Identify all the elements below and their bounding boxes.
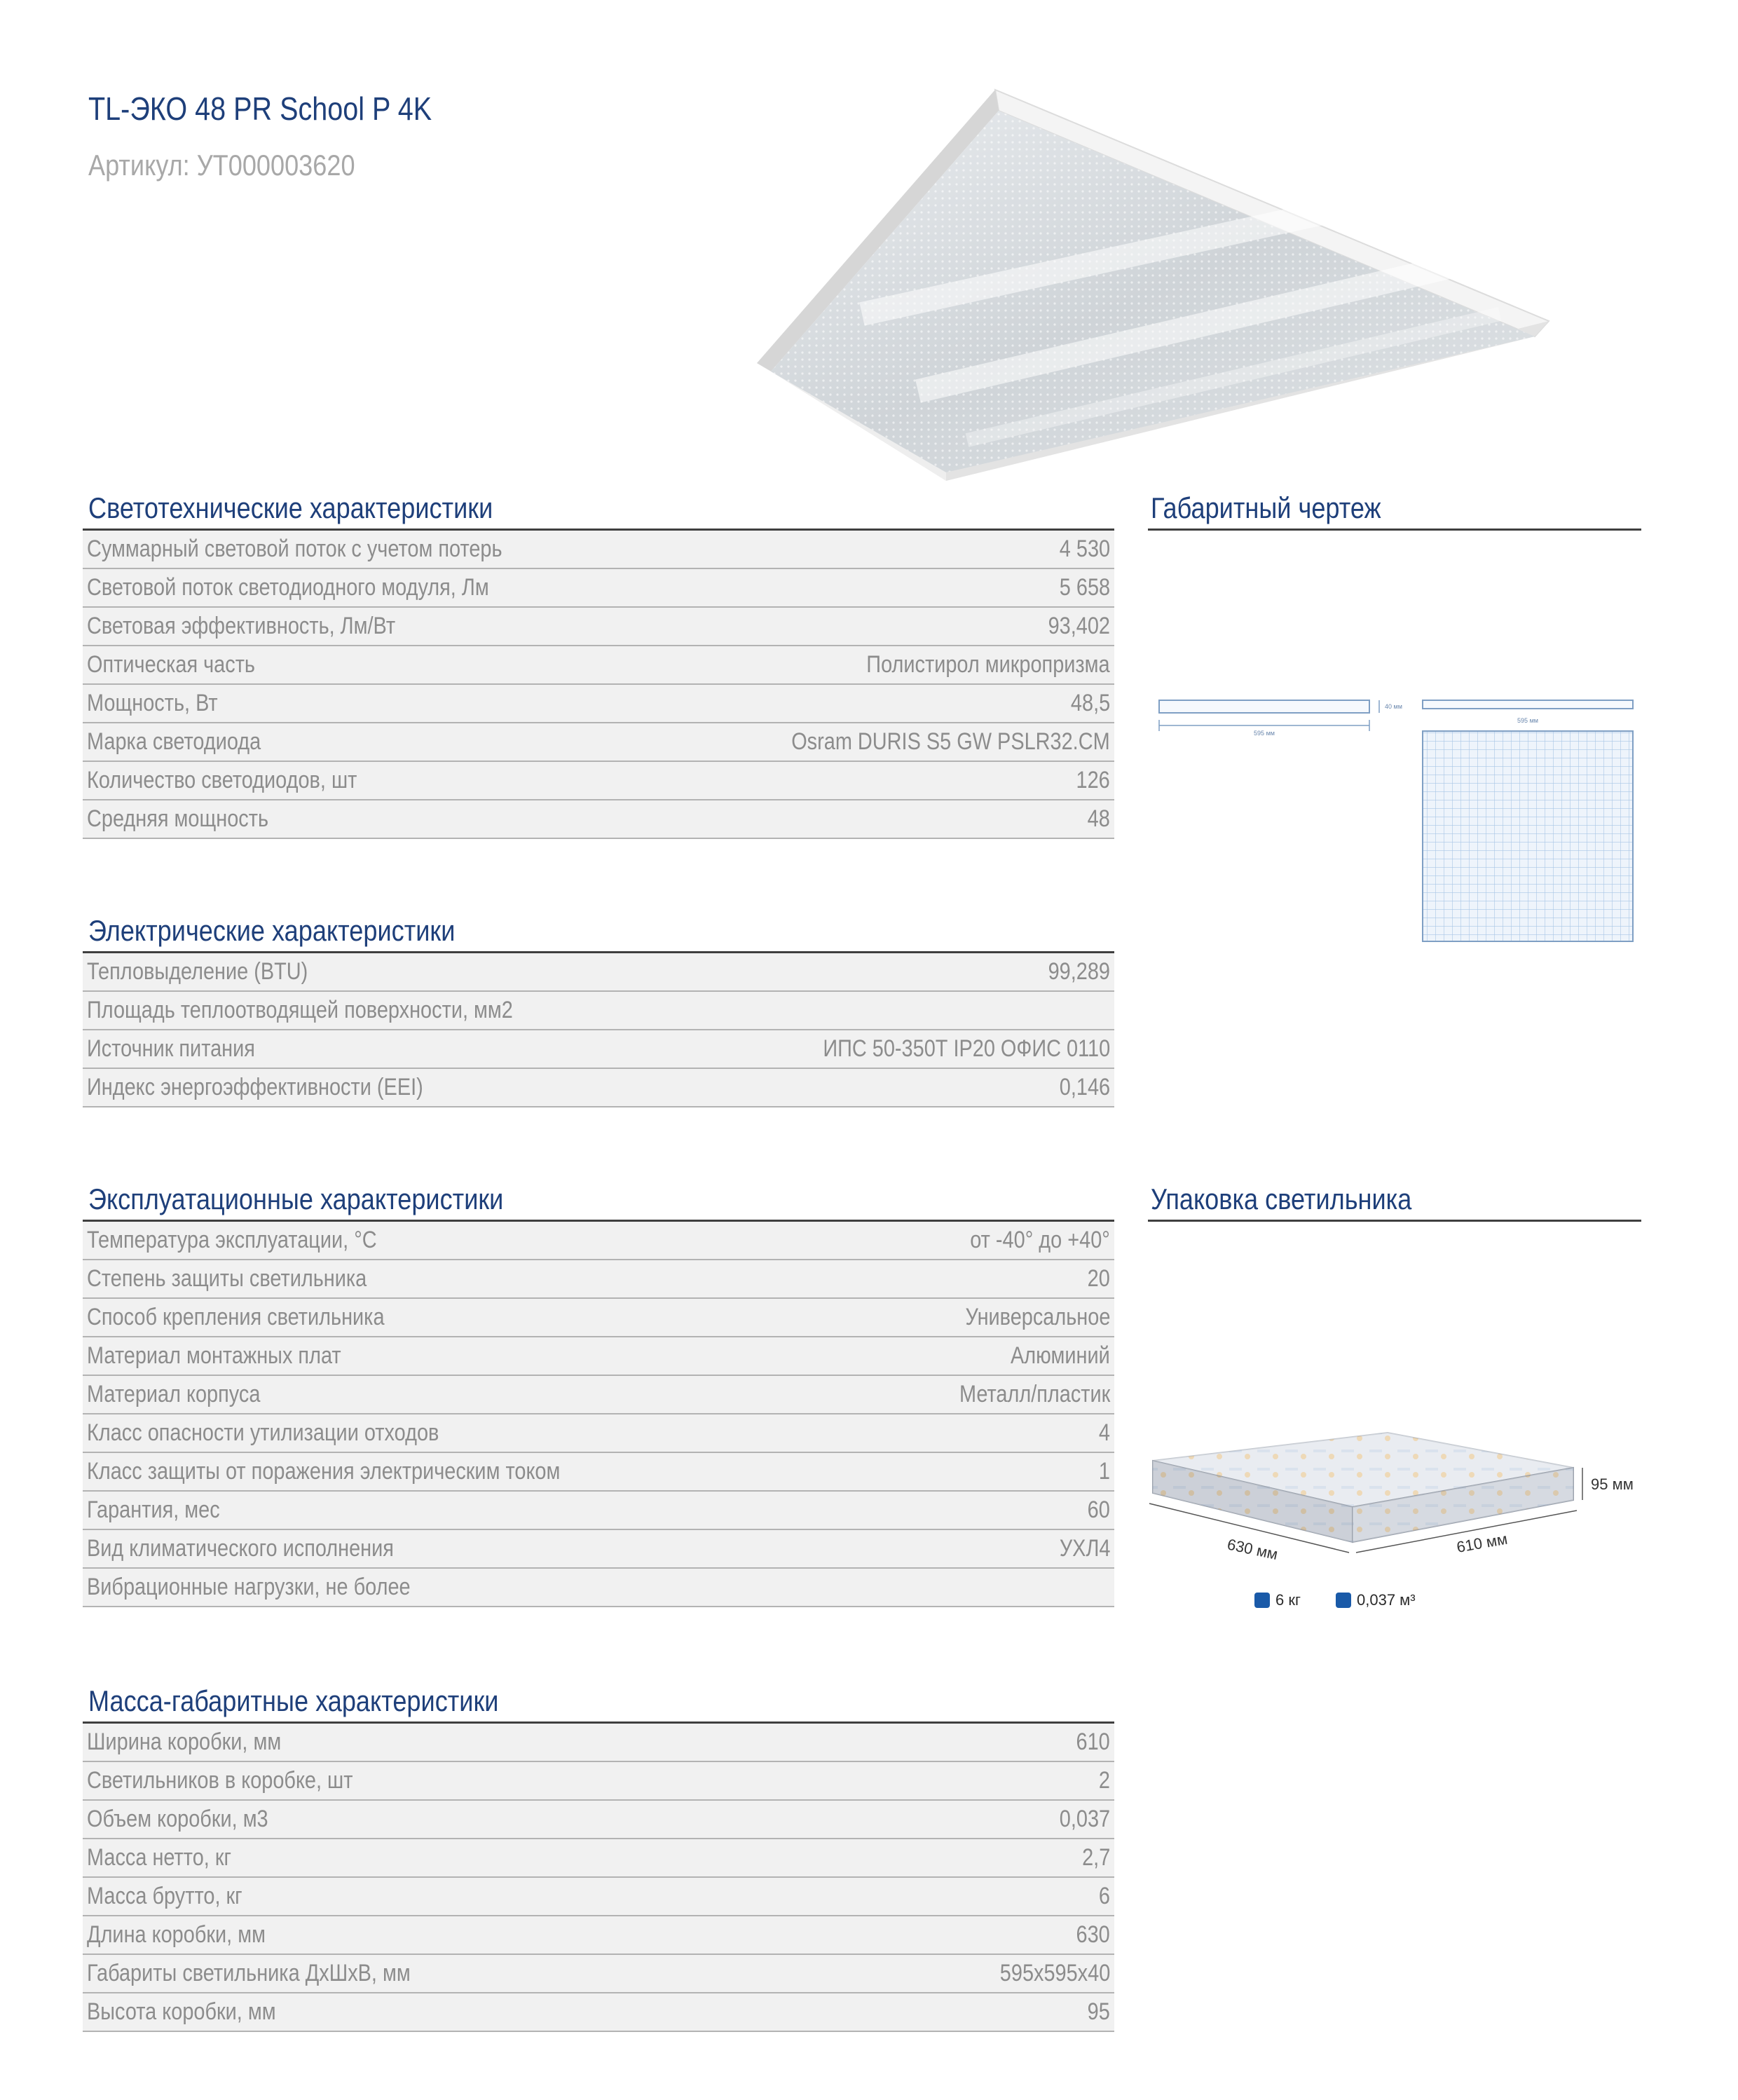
spec-label: Гарантия, мес: [87, 1496, 220, 1523]
spec-value: 610: [1076, 1729, 1110, 1755]
spec-label: Масса нетто, кг: [87, 1844, 232, 1871]
spec-label: Габариты светильника ДхШхВ, мм: [87, 1960, 411, 1986]
luminaire-photo: [757, 83, 1563, 482]
spec-label: Класс опасности утилизации отходов: [87, 1419, 439, 1446]
spec-value: Osram DURIS S5 GW PSLR32.CM: [791, 728, 1110, 755]
package-length-label: 630 мм: [1225, 1535, 1280, 1564]
spec-value: 2: [1098, 1767, 1110, 1794]
spec-value: 20: [1087, 1265, 1110, 1292]
spec-label: Марка светодиода: [87, 728, 261, 755]
spec-value: 99,289: [1048, 958, 1110, 985]
article-number: Артикул: УТ000003620: [88, 149, 355, 182]
spec-row: [83, 1839, 1114, 1878]
spec-value: 0,146: [1059, 1074, 1110, 1100]
section-operation: [83, 1182, 1114, 1607]
spec-row: [83, 1569, 1114, 1607]
section-drawing: [1148, 491, 1641, 531]
spec-value: 630: [1076, 1921, 1110, 1948]
product-title: TL-ЭКО 48 PR School P 4K: [88, 90, 432, 127]
section-package: [1148, 1182, 1641, 1222]
spec-label: Количество светодиодов, шт: [87, 767, 357, 793]
package-weight: [1254, 1591, 1301, 1609]
package-height-label: 95 мм: [1591, 1475, 1634, 1493]
spec-label: Способ крепления светильника: [87, 1304, 385, 1330]
spec-value: ИПС 50-350Т IP20 ОФИС 0110: [823, 1035, 1110, 1062]
section-light: [83, 491, 1114, 839]
spec-row: [83, 1724, 1114, 1762]
spec-row: [83, 1916, 1114, 1955]
spec-row: [83, 1222, 1114, 1260]
spec-row: [83, 1337, 1114, 1376]
spec-label: Вид климатического исполнения: [87, 1535, 394, 1562]
spec-row: [83, 1955, 1114, 1993]
spec-value: УХЛ4: [1059, 1535, 1110, 1562]
spec-label: Объем коробки, м3: [87, 1806, 268, 1832]
spec-row: [83, 723, 1114, 762]
spec-label: Суммарный световой поток с учетом потерь: [87, 536, 502, 562]
dimension-drawing: [1149, 690, 1640, 957]
section-title: Габаритный чертеж: [1151, 491, 1381, 524]
spec-row: [83, 569, 1114, 608]
spec-row: [83, 646, 1114, 685]
spec-row: [83, 1453, 1114, 1492]
section-title: Электрические характеристики: [88, 914, 456, 947]
spec-label: Длина коробки, мм: [87, 1921, 266, 1948]
spec-value: Универсальное: [965, 1304, 1110, 1330]
spec-row: [83, 1492, 1114, 1530]
spec-row: [83, 800, 1114, 839]
spec-label: Световой поток светодиодного модуля, Лм: [87, 574, 489, 601]
section-mass: [83, 1684, 1114, 2032]
spec-value: 48: [1087, 805, 1110, 832]
spec-row: [83, 1878, 1114, 1916]
spec-row: [83, 992, 1114, 1030]
side-length-label: 595 мм: [1254, 730, 1275, 737]
package-weight-value: 6 кг: [1275, 1591, 1301, 1609]
spec-label: Площадь теплоотводящей поверхности, мм2: [87, 997, 513, 1023]
spec-row: [83, 762, 1114, 800]
spec-value: 1: [1098, 1458, 1110, 1485]
spec-label: Температура эксплуатации, °С: [87, 1227, 377, 1253]
spec-value: 6: [1098, 1883, 1110, 1909]
section-electric: [83, 913, 1114, 1107]
spec-value: Полистирол микропризма: [866, 651, 1110, 678]
package-volume-value: 0,037 м³: [1357, 1591, 1416, 1609]
spec-label: Высота коробки, мм: [87, 1998, 276, 2025]
spec-row: [83, 1299, 1114, 1337]
spec-value: 2,7: [1081, 1844, 1110, 1871]
spec-value: от -40° до +40°: [970, 1227, 1110, 1253]
height-label: 40 мм: [1385, 703, 1402, 710]
spec-label: Ширина коробки, мм: [87, 1729, 282, 1755]
width-label: 595 мм: [1517, 717, 1538, 724]
spec-row: [83, 1530, 1114, 1569]
spec-value: 0,037: [1059, 1806, 1110, 1832]
spec-value: 93,402: [1048, 613, 1110, 639]
spec-label: Световая эффективность, Лм/Вт: [87, 613, 396, 639]
package-volume: [1336, 1591, 1416, 1609]
spec-row: [83, 1260, 1114, 1299]
section-title: Эксплуатационные характеристики: [88, 1182, 504, 1215]
spec-value: Металл/пластик: [959, 1381, 1110, 1407]
section-title: Упаковка светильника: [1151, 1182, 1412, 1215]
spec-label: Материал корпуса: [87, 1381, 261, 1407]
weight-icon: [1254, 1593, 1270, 1608]
spec-row: [83, 685, 1114, 723]
spec-label: Светильников в коробке, шт: [87, 1767, 353, 1794]
spec-label: Степень защиты светильника: [87, 1265, 367, 1292]
spec-row: [83, 1376, 1114, 1414]
spec-row: [83, 953, 1114, 992]
spec-value: 95: [1087, 1998, 1110, 2025]
spec-label: Мощность, Вт: [87, 690, 218, 716]
spec-value: 595x595x40: [999, 1960, 1110, 1986]
light-rows: [83, 531, 1114, 839]
spec-value: 5 658: [1059, 574, 1110, 601]
spec-value: 4 530: [1059, 536, 1110, 562]
spec-row: [83, 608, 1114, 646]
spec-row: [83, 1030, 1114, 1069]
section-title: Масса-габаритные характеристики: [88, 1684, 499, 1717]
spec-label: Индекс энергоэффективности (EEI): [87, 1074, 423, 1100]
spec-label: Класс защиты от поражения электрическим током: [87, 1458, 561, 1485]
section-title: Светотехнические характеристики: [88, 491, 493, 524]
cube-icon: [1336, 1593, 1351, 1608]
spec-label: Источник питания: [87, 1035, 255, 1062]
spec-row: [83, 1801, 1114, 1839]
spec-value: 4: [1098, 1419, 1110, 1446]
spec-label: Оптическая часть: [87, 651, 255, 678]
spec-row: [83, 1993, 1114, 2032]
spec-label: Материал монтажных плат: [87, 1342, 341, 1369]
spec-value: Алюминий: [1011, 1342, 1110, 1369]
spec-label: Тепловыделение (BTU): [87, 958, 308, 985]
spec-value: 60: [1087, 1496, 1110, 1523]
spec-row: [83, 1414, 1114, 1453]
spec-row: [83, 1069, 1114, 1107]
spec-label: Масса брутто, кг: [87, 1883, 242, 1909]
spec-value: 48,5: [1070, 690, 1110, 716]
package-width-label: 610 мм: [1455, 1529, 1509, 1556]
spec-label: Средняя мощность: [87, 805, 269, 832]
spec-label: Вибрационные нагрузки, не более: [87, 1574, 411, 1600]
spec-row: [83, 531, 1114, 569]
spec-row: [83, 1762, 1114, 1801]
spec-value: 126: [1076, 767, 1110, 793]
